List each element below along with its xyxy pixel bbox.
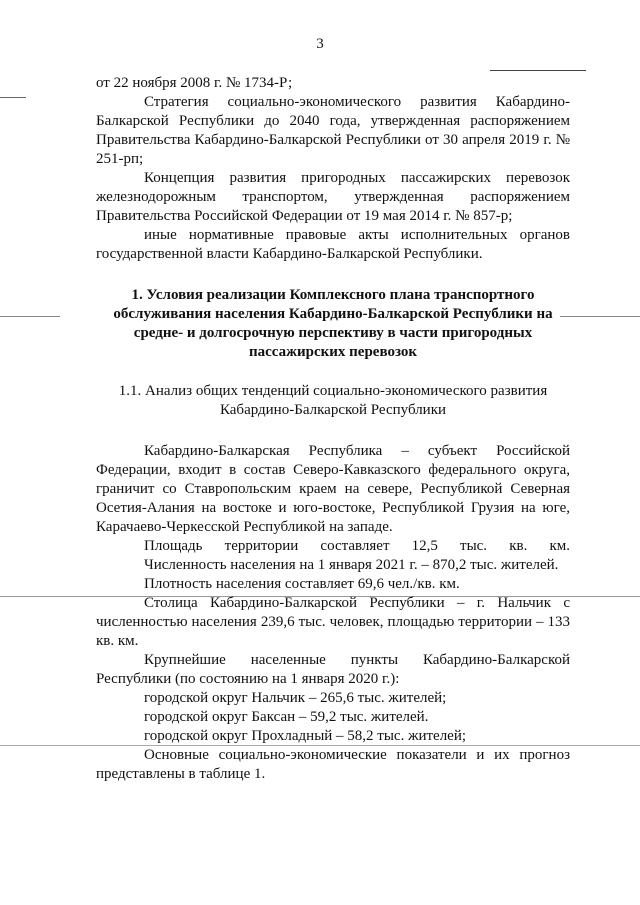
paragraph-largest-settlements: Крупнейшие населенные пункты Кабардино-Балкарской Республики (по состоянию на 1 января 2020 г.):: [96, 652, 570, 687]
subsection-title: 1.1. Анализ общих тенденций социально-экономического развития Кабардино-Балкарской Республики: [118, 383, 548, 418]
paragraph-density: Плотность населения составляет 69,6 чел./кв. км.: [144, 576, 460, 592]
paragraph-population: Численность населения на 1 января 2021 г. – 870,2 тыс. жителей.: [144, 557, 559, 573]
paragraph-strategy: Стратегия социально-экономического развития Кабардино-Балкарской Республики до 2040 года, утвержденная распоряжением Правительства Кабардино-Балкарской Республики от 30 апреля 2019 г. № 251-рп;: [96, 94, 570, 167]
paragraph-concept: Концепция развития пригородных пассажирских перевозок железнодорожным транспортом, утвержденная распоряжением Правительства Российской Федерации от 19 мая 2014 г. № 857-р;: [96, 170, 570, 224]
paragraph-capital: Столица Кабардино-Балкарской Республики – г. Нальчик с численностью населения 239,6 тыс. человек, площадью территории – 133 кв. км.: [96, 595, 570, 649]
paragraph-table-reference: Основные социально-экономические показатели и их прогноз представлены в таблице 1.: [96, 747, 570, 782]
paragraph-other-acts: иные нормативные правовые акты исполнительных органов государственной власти Кабардино-Балкарской Республики.: [96, 227, 570, 262]
scan-artifact-line: [490, 70, 586, 71]
section-title: 1. Условия реализации Комплексного плана транспортного обслуживания населения Кабардино-Балкарской Республики на средне- и долгосрочную перспективу в части пригородных пассажирских перевозок: [113, 287, 553, 360]
list-item-nalchik: городской округ Нальчик – 265,6 тыс. жителей;: [144, 690, 447, 706]
scan-artifact-line: [0, 316, 60, 317]
page-number: 3: [316, 36, 324, 52]
paragraph-area: Площадь территории составляет 12,5 тыс. кв. км.: [144, 538, 570, 554]
scan-artifact-line: [0, 97, 26, 98]
scan-artifact-line: [560, 316, 640, 317]
paragraph-overview: Кабардино-Балкарская Республика – субъект Российской Федерации, входит в состав Северо-Кавказского федерального округа, граничит со Ставропольским краем на севере, Республикой Северная Осетия-Алания на востоке и юго-востоке, Республикой Грузия на юге, Карачаево-Черкесской Республикой на западе.: [96, 443, 570, 535]
document-body: [96, 74, 570, 784]
list-item-prokhladny: городской округ Прохладный – 58,2 тыс. жителей;: [144, 728, 467, 744]
list-item-baksan: городской округ Баксан – 59,2 тыс. жителей.: [144, 709, 429, 725]
intro-line: от 22 ноября 2008 г. № 1734-Р;: [96, 75, 293, 91]
